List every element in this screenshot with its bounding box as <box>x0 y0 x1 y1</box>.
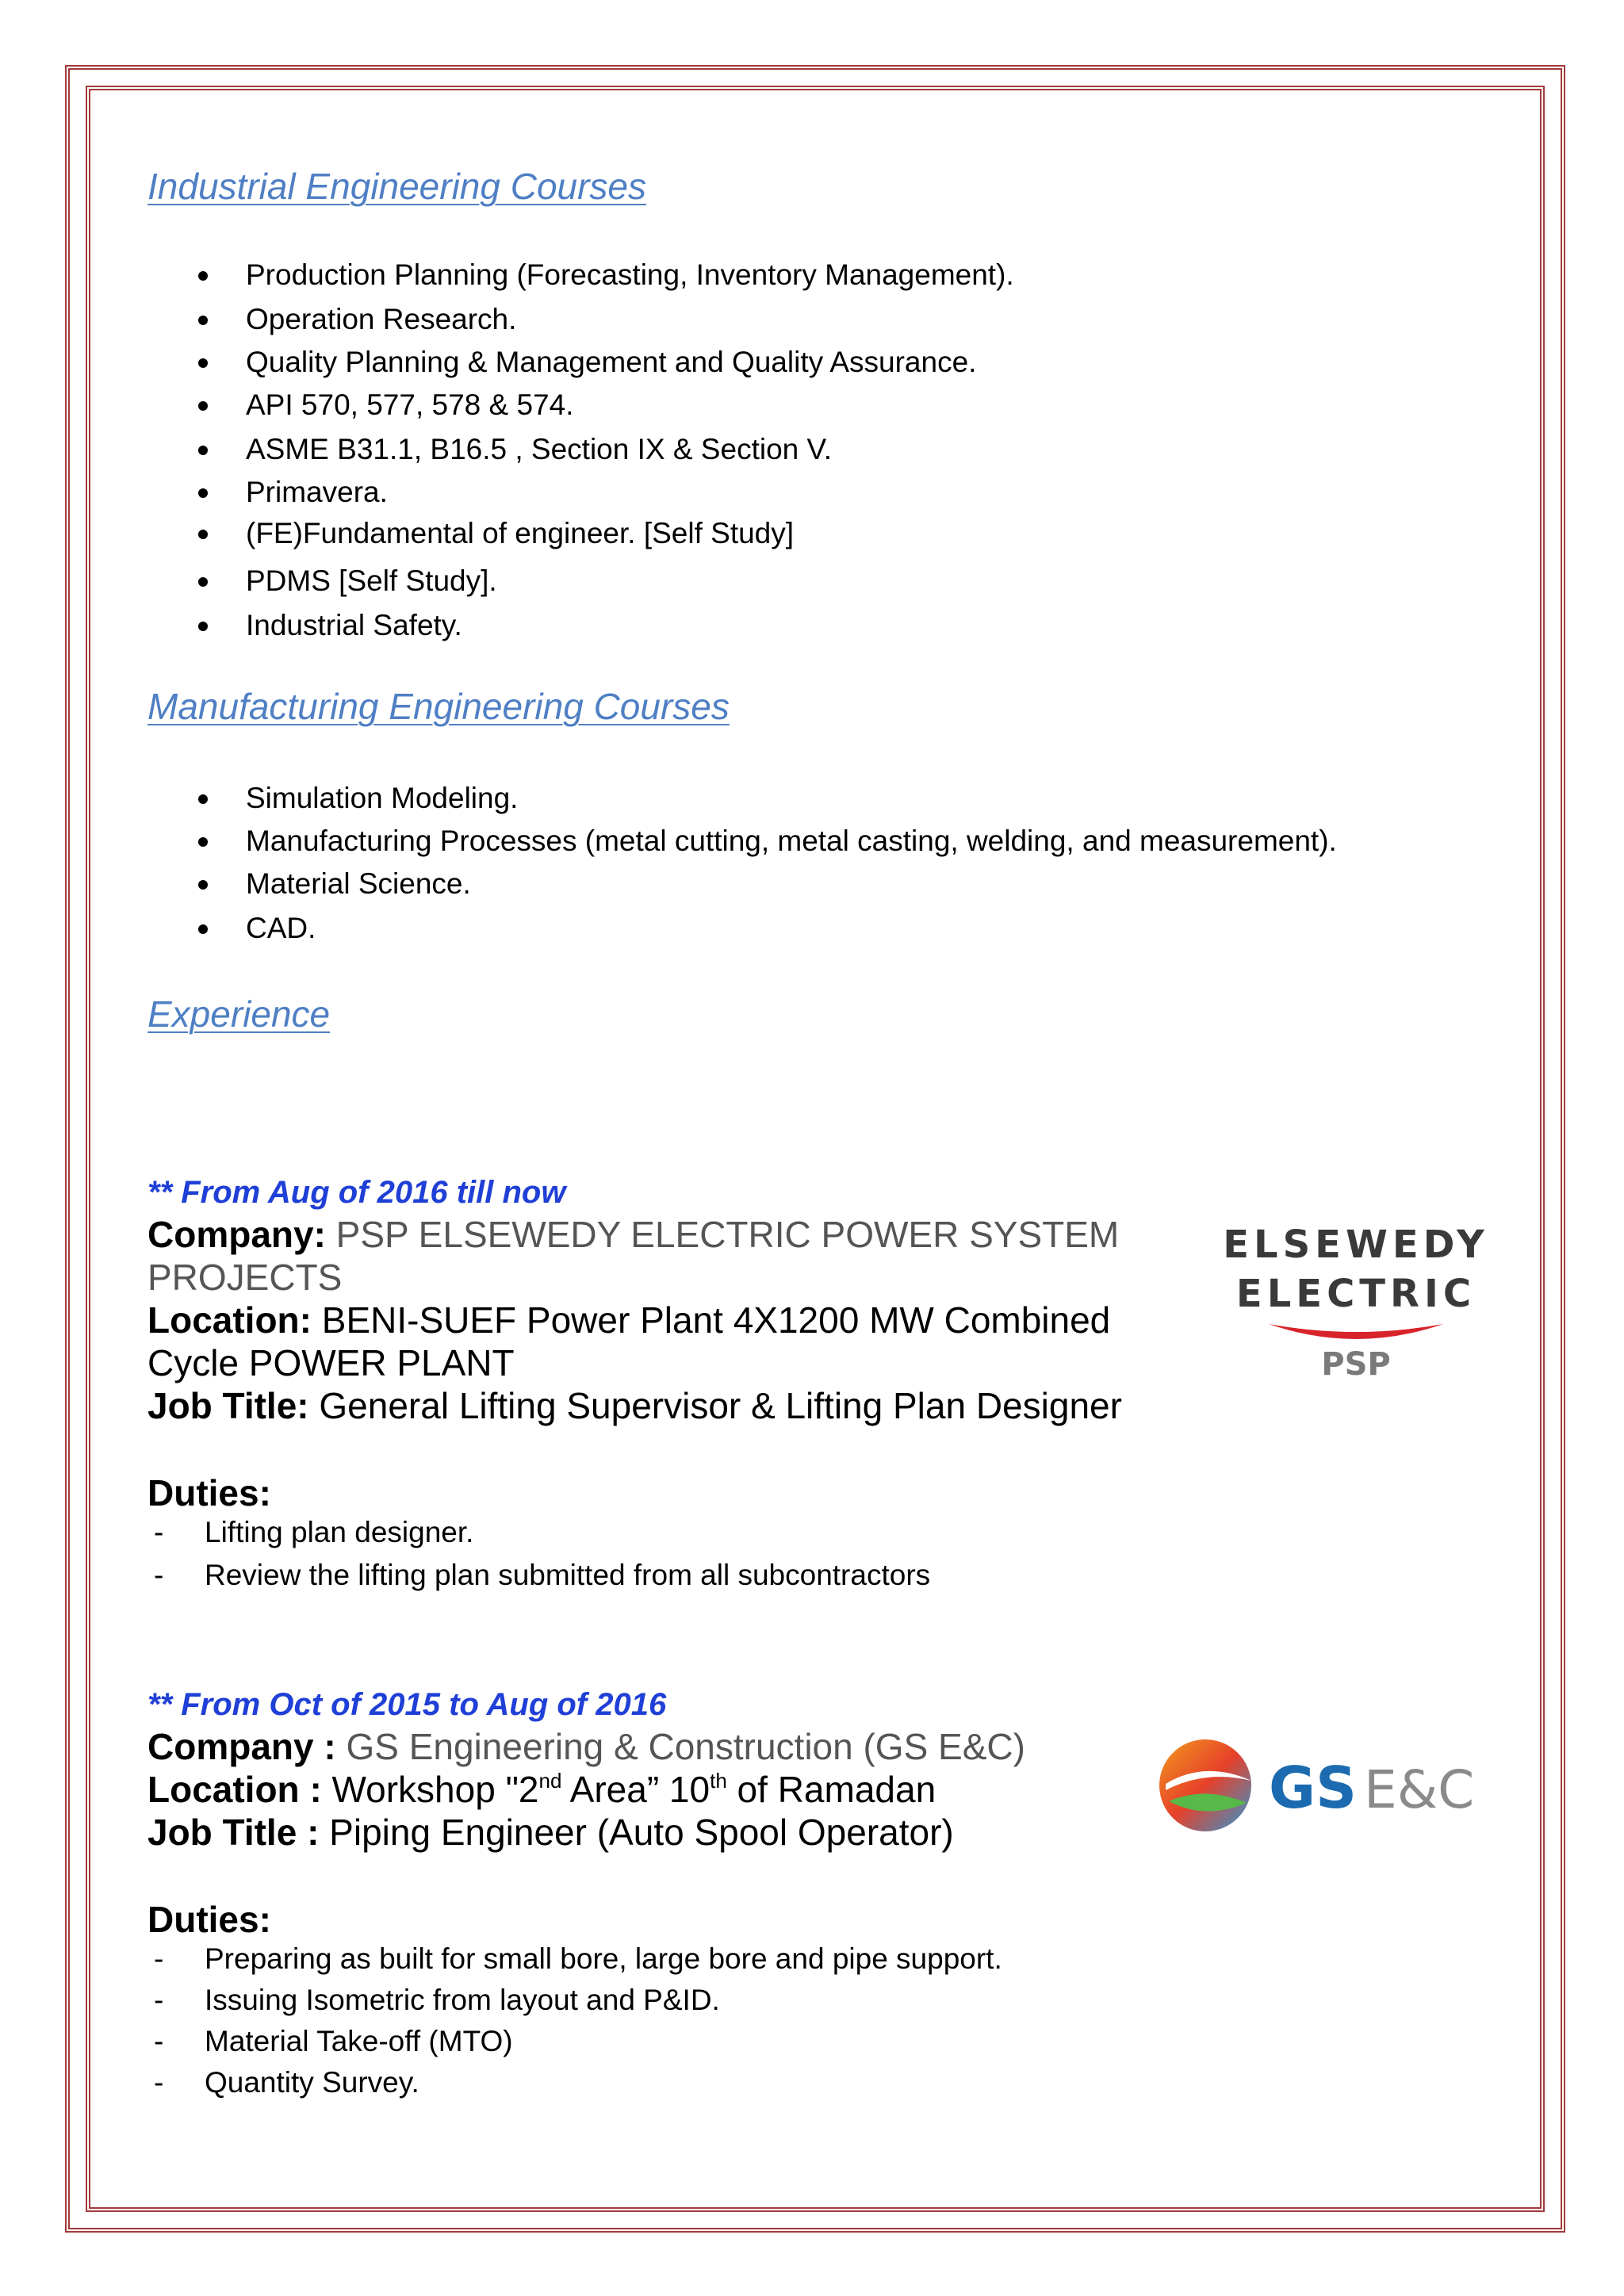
list-item-text: Operation Research. <box>246 303 517 335</box>
dash-icon: - <box>154 1984 164 2016</box>
dash-icon: - <box>154 1559 164 1591</box>
location-sup: nd <box>538 1769 562 1793</box>
company-value: PSP ELSEWEDY ELECTRIC POWER SYSTEM <box>325 1214 1120 1255</box>
list-item-text: Production Planning (Forecasting, Inventory Management). <box>246 258 1014 291</box>
svg-text:E&C: E&C <box>1364 1759 1475 1820</box>
svg-text:ELECTRIC: ELECTRIC <box>1235 1272 1477 1316</box>
list-item-text: CAD. <box>246 912 316 944</box>
list-item-text: Material Take-off (MTO) <box>205 2025 513 2057</box>
company-value: GS Engineering & Construction (GS E&C) <box>335 1726 1025 1767</box>
list-item-text: Manufacturing Processes (metal cutting, metal casting, welding, and measurement). <box>246 825 1337 857</box>
svg-text:GS: GS <box>1269 1755 1357 1821</box>
experience-heading: Experience <box>147 993 331 1035</box>
list-item-text: Simulation Modeling. <box>246 782 519 814</box>
bullet-icon <box>198 622 208 631</box>
elsewedy-logo-graphic <box>1221 1213 1491 1395</box>
list-item-text: Quantity Survey. <box>205 2066 419 2099</box>
list-item-text: API 570, 577, 578 & 574. <box>246 388 574 421</box>
elsewedy-electric-logo <box>1221 1213 1491 1395</box>
dash-icon: - <box>154 2066 164 2099</box>
list-item-text: Quality Planning & Management and Quality Assurance. <box>246 346 977 378</box>
job-period: ** From Oct of 2015 to Aug of 2016 <box>147 1687 667 1722</box>
bullet-icon <box>198 401 208 411</box>
list-item-text: Issuing Isometric from layout and P&ID. <box>205 1984 720 2016</box>
bullet-icon <box>198 924 208 934</box>
industrial-courses-heading: Industrial Engineering Courses <box>147 166 647 207</box>
list-item-text: Review the lifting plan submitted from all subcontractors <box>205 1559 931 1591</box>
location-label: Location: <box>147 1299 312 1341</box>
bullet-icon <box>198 880 208 890</box>
job-company <box>147 1213 1119 1256</box>
gs-ec-logo <box>1150 1728 1515 1839</box>
dash-icon: - <box>154 1942 164 1975</box>
bullet-icon <box>198 446 208 455</box>
location-part: Area” 10 <box>561 1769 710 1810</box>
location-value: BENI-SUEF Power Plant 4X1200 MW Combined <box>311 1299 1111 1341</box>
bullet-icon <box>198 530 208 539</box>
company-value-cont: PROJECTS <box>147 1257 343 1298</box>
bullet-icon <box>198 794 208 804</box>
list-item-text: ASME B31.1, B16.5 , Section IX & Section V. <box>246 433 833 465</box>
bullet-icon <box>198 316 208 325</box>
company-label: Company : <box>147 1726 336 1767</box>
list-item-text: (FE)Fundamental of engineer. [Self Study] <box>246 517 795 549</box>
bullet-icon <box>198 358 208 368</box>
job-company <box>147 1725 1025 1768</box>
bullet-icon <box>198 577 208 587</box>
gs-logo-graphic <box>1150 1728 1515 1839</box>
dash-icon: - <box>154 1516 164 1548</box>
location-part: Workshop "2 <box>321 1769 539 1810</box>
svg-text:PSP: PSP <box>1321 1346 1391 1383</box>
company-label: Company: <box>147 1214 326 1255</box>
location-part: of Ramadan <box>726 1769 936 1810</box>
job-location <box>147 1768 936 1811</box>
bullet-icon <box>198 271 208 281</box>
duties-heading: Duties: <box>147 1472 271 1513</box>
svg-text:ELSEWEDY: ELSEWEDY <box>1223 1223 1489 1267</box>
location-sup: th <box>710 1769 727 1793</box>
list-item-text: Industrial Safety. <box>246 609 462 641</box>
job-title-value: General Lifting Supervisor & Lifting Plan Designer <box>308 1385 1122 1426</box>
list-item-text: Lifting plan designer. <box>205 1516 474 1548</box>
list-item-text: Preparing as built for small bore, large bore and pipe support. <box>205 1942 1002 1975</box>
job-title <box>147 1384 1122 1427</box>
job-company-cont <box>147 1256 342 1299</box>
list-item-text: Primavera. <box>246 476 388 508</box>
job-title <box>147 1811 954 1854</box>
manufacturing-courses-heading: Manufacturing Engineering Courses <box>147 686 730 727</box>
location-value-cont: Cycle POWER PLANT <box>147 1342 515 1383</box>
list-item-text: PDMS [Self Study]. <box>246 564 497 597</box>
job-title-label: Job Title: <box>147 1385 309 1426</box>
location-value <box>322 1769 936 1810</box>
job-title-label: Job Title : <box>147 1812 320 1853</box>
job-title-value: Piping Engineer (Auto Spool Operator) <box>319 1812 954 1853</box>
job-location <box>147 1299 1110 1341</box>
job-period: ** From Aug of 2016 till now <box>147 1175 566 1210</box>
list-item-text: Material Science. <box>246 867 471 900</box>
job-location-cont <box>147 1341 515 1384</box>
duties-heading: Duties: <box>147 1899 271 1940</box>
bullet-icon <box>198 837 208 847</box>
dash-icon: - <box>154 2025 164 2057</box>
location-label: Location : <box>147 1769 322 1810</box>
bullet-icon <box>198 488 208 498</box>
